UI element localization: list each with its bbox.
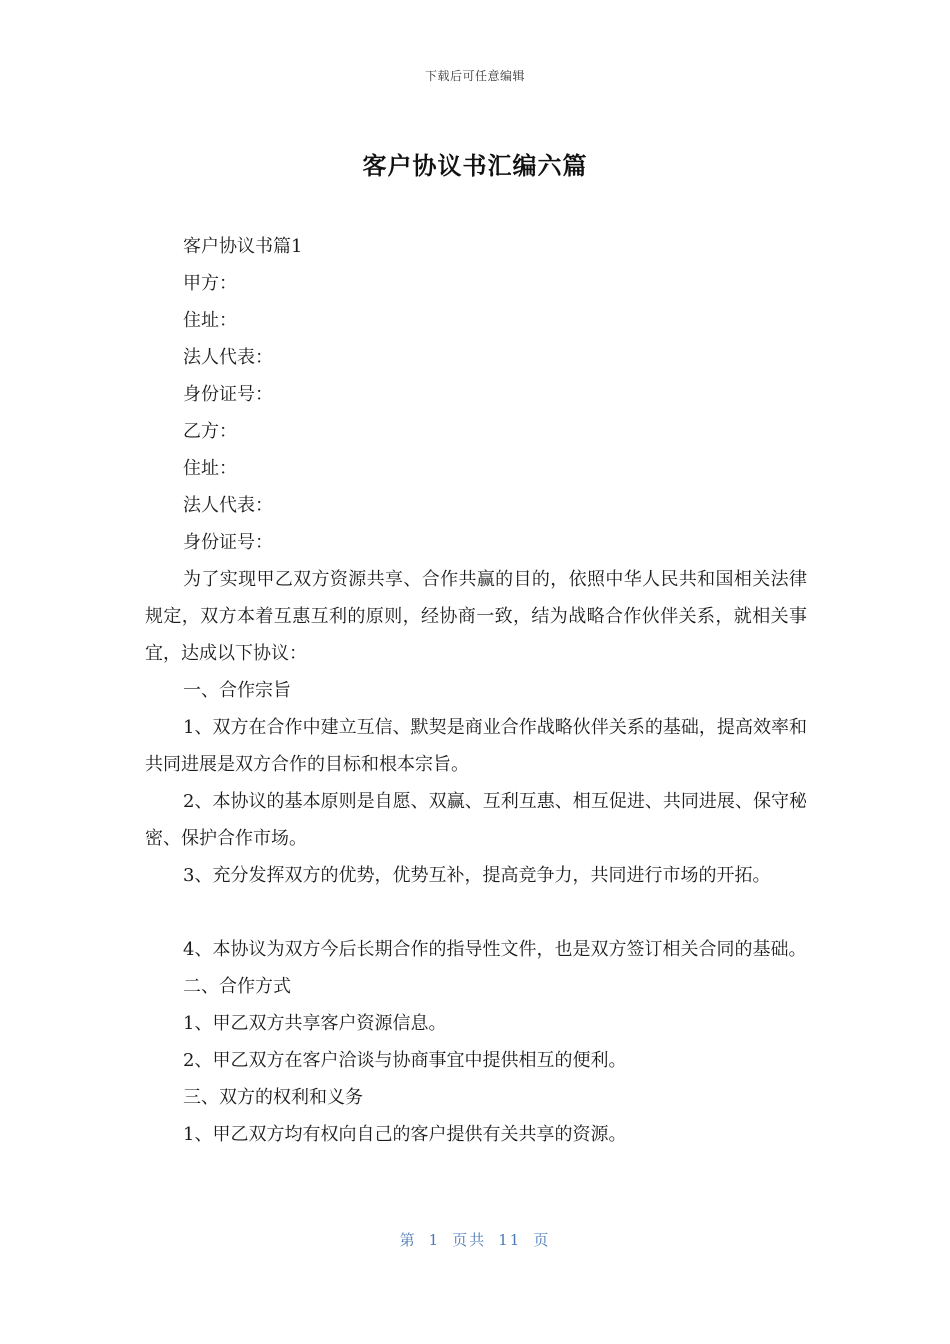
footer-page-word: 第 [399,1231,417,1249]
party-b-id-label: 身份证号： [183,532,273,553]
party-a-label: 甲方： [183,273,237,294]
clause-paragraph: 1、双方在合作中建立互信、默契是商业合作战略伙伴关系的基础，提高效率和共同进展是双方合作的目标和根本宗旨。 [145,717,807,775]
footer-page-suffix: 页 [533,1231,551,1249]
clause-paragraph: 4、本协议为双方今后长期合作的指导性文件，也是双方签订相关合同的基础。 [183,939,807,960]
footer-page-of: 页共 [452,1231,487,1249]
footer-total-pages: 11 [498,1231,522,1249]
document-body [145,228,807,1153]
clause-heading-purpose: 一、合作宗旨 [183,680,291,701]
party-b-address-label: 住址： [183,458,237,479]
footer-page-number: 1 [428,1231,441,1249]
party-b-label: 乙方： [183,421,237,442]
party-a-legal-rep-label: 法人代表： [183,347,273,368]
document-title: 客户协议书汇编六篇 [362,152,588,180]
clause-paragraph: 2、甲乙双方在客户洽谈与协商事宜中提供相互的便利。 [183,1050,627,1071]
party-a-address-label: 住址： [183,310,237,331]
header-note: 下载后可任意编辑 [424,69,525,83]
clause-paragraph: 3、充分发挥双方的优势，优势互补，提高竞争力，共同进行市场的开拓。 [183,865,771,886]
section-heading: 客户协议书篇1 [183,236,303,257]
clause-heading-rights: 三、双方的权利和义务 [183,1087,363,1108]
page-footer [0,1229,950,1250]
clause-heading-method: 二、合作方式 [183,976,291,997]
preamble-paragraph: 为了实现甲乙双方资源共享、合作共赢的目的，依照中华人民共和国相关法律规定，双方本着互惠互利的原则，经协商一致，结为战略合作伙伴关系，就相关事宜，达成以下协议： [145,569,807,664]
party-a-id-label: 身份证号： [183,384,273,405]
party-b-legal-rep-label: 法人代表： [183,495,273,516]
clause-paragraph: 1、甲乙双方共享客户资源信息。 [183,1013,447,1034]
clause-paragraph: 2、本协议的基本原则是自愿、双赢、互利互惠、相互促进、共同进展、保守秘密、保护合作市场。 [145,791,807,849]
clause-paragraph: 1、甲乙双方均有权向自己的客户提供有关共享的资源。 [183,1124,627,1145]
